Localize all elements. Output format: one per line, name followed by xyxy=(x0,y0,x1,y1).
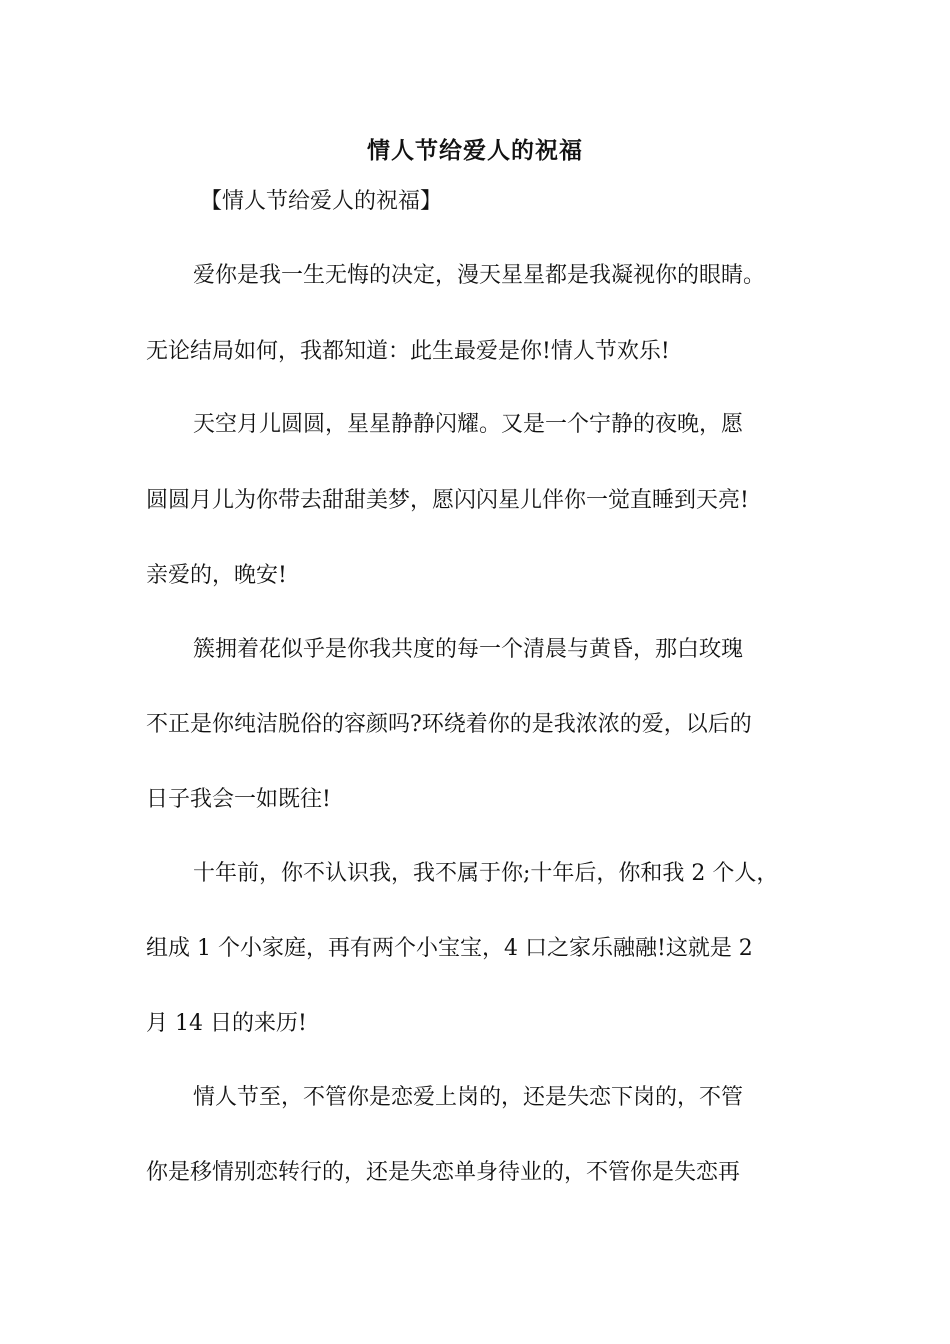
text-line-5: 亲爱的，晚安! xyxy=(146,563,287,588)
text-line-1: 爱你是我一生无悔的决定，漫天星星都是我凝视你的眼睛。 xyxy=(193,263,766,288)
text-line-7: 不正是你纯洁脱俗的容颜吗?环绕着你的是我浓浓的爱，以后的 xyxy=(146,712,752,737)
text-line-13: 你是移情别恋转行的，还是失恋单身待业的，不管你是失恋再 xyxy=(146,1160,741,1185)
text-line-3: 天空月儿圆圆，星星静静闪耀。又是一个宁静的夜晚，愿 xyxy=(193,412,744,437)
text-line-8: 日子我会一如既往! xyxy=(146,787,331,812)
document-subtitle: 【情人节给爱人的祝福】 xyxy=(200,189,443,214)
text-line-2: 无论结局如何，我都知道：此生最爱是你!情人节欢乐! xyxy=(146,339,670,364)
text-line-11: 月 14 日的来历! xyxy=(146,1011,307,1036)
document-title: 情人节给爱人的祝福 xyxy=(367,138,583,164)
text-line-9: 十年前，你不认识我，我不属于你;十年后，你和我 2 个人， xyxy=(193,861,779,886)
text-line-12: 情人节至，不管你是恋爱上岗的，还是失恋下岗的，不管 xyxy=(193,1085,744,1110)
text-line-6: 簇拥着花似乎是你我共度的每一个清晨与黄昏，那白玫瑰 xyxy=(193,637,744,662)
text-line-4: 圆圆月儿为你带去甜甜美梦，愿闪闪星儿伴你一觉直睡到天亮! xyxy=(146,488,749,513)
text-line-10: 组成 1 个小家庭，再有两个小宝宝，4 口之家乐融融!这就是 2 xyxy=(146,936,753,961)
